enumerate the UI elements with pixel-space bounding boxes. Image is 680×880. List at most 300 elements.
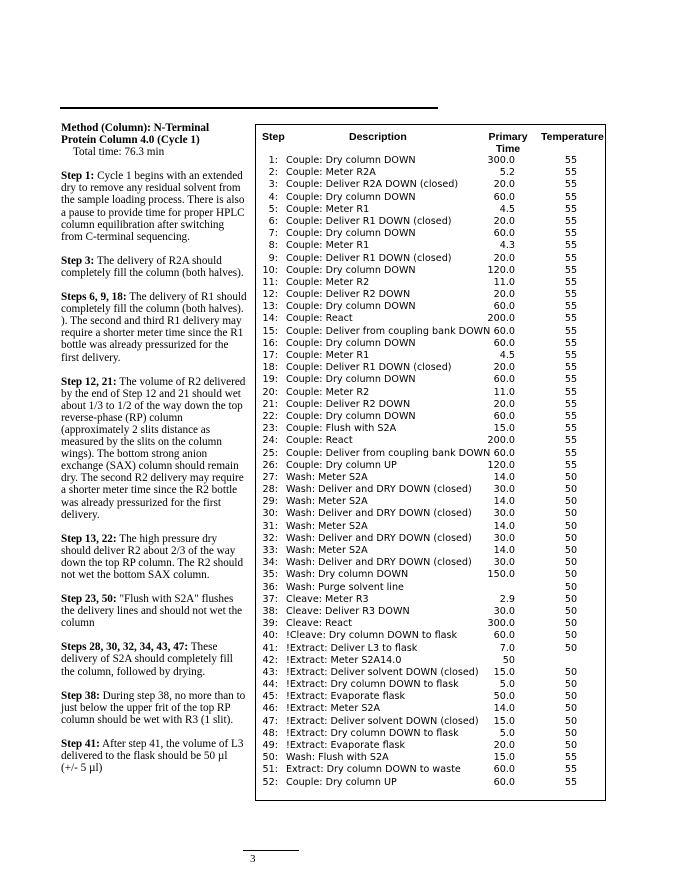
primary-time: 60.0 (493, 228, 515, 240)
step-number: 45: (262, 691, 278, 703)
method-title-line1: Method (Column): N-Terminal (61, 122, 210, 134)
table-row (256, 655, 607, 667)
table-row (256, 228, 607, 240)
step-number: 27: (262, 471, 278, 483)
step-description: Wash: Deliver and DRY DOWN (closed) (286, 484, 472, 496)
step-number: 11: (262, 276, 278, 288)
step-number: 51: (262, 764, 278, 776)
step-number: 9: (268, 252, 278, 264)
temperature: 50 (564, 727, 578, 739)
step-note (61, 593, 247, 629)
temperature: 55 (564, 167, 578, 179)
table-row (256, 399, 607, 411)
header-temperature: Temperature (541, 131, 604, 143)
primary-time: 20.0 (493, 398, 515, 410)
step-description: Couple: React (286, 313, 353, 325)
primary-time: 300.0 (487, 618, 515, 630)
primary-time: 11.0 (493, 386, 515, 398)
header-primary-time (488, 131, 528, 155)
primary-time: 120.0 (487, 459, 515, 471)
step-number: 22: (262, 410, 278, 422)
step-description: Couple: Dry column DOWN (286, 191, 416, 203)
step-number: 50: (262, 752, 278, 764)
step-number: 42: (262, 654, 278, 666)
table-row (256, 777, 607, 789)
step-description: Couple: Dry column DOWN (286, 410, 416, 422)
step-note-label: Steps 28, 30, 32, 34, 43, 47: (61, 641, 189, 654)
primary-time: 5.2 (499, 167, 515, 179)
step-description: Couple: Meter R2 (286, 386, 370, 398)
step-description: Cleave: React (286, 618, 353, 630)
temperature: 50 (564, 715, 578, 727)
temperature: 50 (564, 569, 578, 581)
primary-time: 15.0 (493, 666, 515, 678)
temperature: 50 (564, 691, 578, 703)
temperature: 55 (564, 764, 578, 776)
step-number: 43: (262, 666, 278, 678)
primary-time: 14.0 (493, 496, 515, 508)
method-notes (61, 122, 247, 786)
table-row (256, 716, 607, 728)
temperature: 55 (564, 459, 578, 471)
step-description: Couple: Dry column DOWN (286, 264, 416, 276)
primary-time: 120.0 (487, 264, 515, 276)
step-description: !Extract: Evaporate flask (286, 740, 406, 751)
step-note (61, 738, 247, 774)
method-title-line2: Protein Column 4.0 (Cycle 1) (61, 134, 200, 147)
table-row (256, 216, 607, 228)
header-time-line1: Primary (488, 131, 528, 143)
step-number: 3: (268, 179, 278, 191)
step-number: 35: (262, 569, 278, 581)
step-number: 18: (262, 362, 278, 374)
temperature: 50 (564, 642, 578, 654)
table-row (256, 448, 607, 460)
temperature: 55 (564, 240, 578, 252)
primary-time: 14.0 (493, 703, 515, 715)
step-description: Couple: Dry column DOWN (286, 337, 416, 349)
table-body (256, 155, 607, 789)
step-description: Couple: Deliver R1 DOWN (closed) (286, 215, 452, 227)
step-number: 40: (262, 630, 278, 642)
step-note-text: "Flush with S2A" flushes the delivery lines and should not wet the column (61, 593, 243, 630)
temperature: 50 (564, 630, 578, 642)
step-description: Couple: Dry column UP (286, 459, 397, 471)
step-description: Couple: React (286, 435, 353, 447)
header-time-line2: Time (495, 143, 521, 155)
primary-time: 50.0 (493, 691, 515, 703)
table-row (256, 557, 607, 569)
table-row (256, 374, 607, 386)
primary-time: 5.0 (499, 679, 515, 691)
primary-time: 20.0 (493, 179, 515, 191)
table-row (256, 496, 607, 508)
primary-time: 20.0 (493, 215, 515, 227)
primary-time: 4.3 (499, 240, 515, 252)
step-note (61, 533, 247, 581)
step-description: Wash: Purge solvent line (286, 581, 404, 593)
total-time: Total time: 76.3 min (73, 146, 165, 159)
table-row (256, 667, 607, 679)
table-row (256, 313, 607, 325)
temperature: 55 (564, 752, 578, 764)
step-note-text: After step 41, the volume of L3 delivered to the flask should be 50 µl (+/- 5 µl) (61, 737, 244, 775)
step-number: 34: (262, 557, 278, 569)
step-number: 5: (268, 203, 278, 215)
table-row (256, 350, 607, 362)
step-number: 15: (262, 325, 278, 337)
primary-time: 2.9 (499, 593, 515, 605)
step-note-label: Step 41: (61, 737, 100, 750)
primary-time: 60.0 (493, 410, 515, 422)
primary-time: 30.0 (493, 508, 515, 520)
primary-time: 15.0 (493, 423, 515, 435)
step-description: Couple: Meter R1 (286, 350, 370, 361)
table-row (256, 435, 607, 447)
temperature: 50 (564, 496, 578, 508)
step-note-label: Step 38: (61, 689, 100, 702)
table-row (256, 582, 607, 594)
step-number: 44: (262, 679, 278, 691)
step-number: 31: (262, 520, 278, 532)
step-description: Couple: Dry column DOWN (286, 374, 416, 386)
primary-time: 60.0 (493, 191, 515, 203)
step-note (61, 641, 247, 677)
primary-time: 200.0 (487, 435, 515, 447)
table-row (256, 752, 607, 764)
step-description: !Extract: Meter S2A14.0 (286, 654, 402, 666)
primary-time: 20.0 (493, 362, 515, 374)
temperature: 50 (564, 532, 578, 544)
step-description: Couple: Meter R1 (286, 240, 370, 252)
step-description: Couple: Dry column DOWN (286, 228, 416, 240)
primary-time: 20.0 (493, 740, 515, 751)
step-number: 47: (262, 715, 278, 727)
step-note-text: During step 38, no more than to just below the upper frit of the top RP column should be wet with R3 (1 slit). (61, 689, 246, 726)
primary-time: 15.0 (493, 752, 515, 764)
step-description: Couple: Deliver R2A DOWN (closed) (286, 179, 459, 191)
step-note-label: Step 13, 22: (61, 532, 117, 545)
primary-time: 60.0 (493, 337, 515, 349)
table-row (256, 326, 607, 338)
temperature: 50 (564, 484, 578, 496)
step-description: Wash: Deliver and DRY DOWN (closed) (286, 557, 472, 569)
step-number: 28: (262, 484, 278, 496)
step-number: 21: (262, 398, 278, 410)
step-note-text: The high pressure dry should deliver R2 about 2/3 of the way down the top RP column. The R2 should not wet the bottom SAX column. (61, 532, 244, 581)
page-number-rule (243, 850, 299, 851)
step-number: 12: (262, 289, 278, 301)
temperature: 55 (564, 228, 578, 240)
primary-time: 60.0 (493, 630, 515, 642)
primary-time: 150.0 (487, 569, 515, 581)
temperature: 50 (564, 740, 578, 751)
step-description: Couple: Dry column DOWN (286, 155, 416, 166)
primary-time: 60.0 (493, 374, 515, 386)
step-description: Wash: Deliver and DRY DOWN (closed) (286, 508, 472, 520)
table-row (256, 167, 607, 179)
top-rule (60, 107, 438, 109)
table-row (256, 411, 607, 423)
step-note (61, 255, 247, 279)
step-note-text: These delivery of S2A should completely fill the column, followed by drying. (61, 641, 233, 678)
table-row (256, 192, 607, 204)
table-row (256, 253, 607, 265)
primary-time: 20.0 (493, 252, 515, 264)
temperature: 55 (564, 264, 578, 276)
step-description: Wash: Dry column DOWN (286, 569, 409, 581)
step-description: Couple: Meter R2A (286, 167, 376, 179)
step-number: 16: (262, 337, 278, 349)
temperature: 55 (564, 386, 578, 398)
table-row (256, 533, 607, 545)
temperature: 55 (564, 215, 578, 227)
step-description: Wash: Meter S2A (286, 471, 368, 483)
temperature: 50 (564, 618, 578, 630)
table-row (256, 618, 607, 630)
step-number: 24: (262, 435, 278, 447)
table-row (256, 460, 607, 472)
table-row (256, 764, 607, 776)
step-description: Couple: Meter R2 (286, 276, 370, 288)
primary-time: 14.0 (493, 545, 515, 556)
temperature: 55 (564, 337, 578, 349)
primary-time: 60.0 (493, 776, 515, 788)
temperature: 55 (564, 301, 578, 313)
step-number: 4: (268, 191, 278, 203)
table-row (256, 155, 607, 167)
temperature: 55 (564, 203, 578, 215)
step-description: Cleave: Deliver R3 DOWN (286, 605, 410, 617)
step-number: 36: (262, 581, 278, 593)
page-number: 3 (250, 853, 256, 865)
step-description: !Extract: Deliver solvent DOWN (closed) (286, 715, 479, 727)
method-table (255, 124, 606, 801)
temperature: 50 (564, 605, 578, 617)
table-row (256, 265, 607, 277)
step-note-label: Steps 6, 9, 18: (61, 291, 127, 304)
table-row (256, 740, 607, 752)
table-row (256, 289, 607, 301)
step-note-label: Step 23, 50: (61, 593, 117, 606)
step-description: Couple: Meter R1 (286, 203, 370, 215)
step-description: Couple: Deliver R2 DOWN (286, 289, 411, 301)
step-note-label: Step 3: (61, 254, 95, 267)
step-description: Couple: Deliver from coupling bank DOWN (286, 447, 491, 459)
header-description: Description (349, 131, 407, 143)
step-description: Couple: Dry column DOWN (286, 301, 416, 313)
step-number: 19: (262, 374, 278, 386)
step-description: Couple: Deliver R2 DOWN (286, 398, 411, 410)
step-number: 33: (262, 545, 278, 556)
table-row (256, 630, 607, 642)
primary-time: 5.0 (499, 727, 515, 739)
temperature: 55 (564, 252, 578, 264)
table-row (256, 362, 607, 374)
table-row (256, 472, 607, 484)
header-step: Step (262, 131, 285, 143)
table-row (256, 484, 607, 496)
step-number: 29: (262, 496, 278, 508)
temperature: 55 (564, 374, 578, 386)
temperature: 55 (564, 435, 578, 447)
step-description: Wash: Meter S2A (286, 520, 368, 532)
step-number: 48: (262, 727, 278, 739)
step-number: 52: (262, 776, 278, 788)
temperature: 50 (564, 545, 578, 556)
temperature: 55 (564, 398, 578, 410)
temperature: 55 (564, 313, 578, 325)
step-notes (61, 170, 247, 774)
step-description: Wash: Flush with S2A (286, 752, 389, 764)
step-description: !Extract: Meter S2A (286, 703, 381, 715)
step-description: Extract: Dry column DOWN to waste (286, 764, 461, 776)
step-number: 46: (262, 703, 278, 715)
temperature: 50 (564, 703, 578, 715)
primary-time: 50 (502, 654, 515, 666)
step-description: !Cleave: Dry column DOWN to flask (286, 630, 458, 642)
temperature: 55 (564, 423, 578, 435)
temperature: 50 (564, 679, 578, 691)
temperature: 55 (564, 776, 578, 788)
primary-time: 11.0 (493, 276, 515, 288)
primary-time: 60.0 (493, 301, 515, 313)
temperature: 55 (564, 191, 578, 203)
step-description: Wash: Meter S2A (286, 545, 368, 556)
primary-time: 30.0 (493, 484, 515, 496)
step-number: 6: (268, 215, 278, 227)
primary-time: 60.0 (493, 447, 515, 459)
table-row (256, 521, 607, 533)
table-row (256, 606, 607, 618)
primary-time: 200.0 (487, 313, 515, 325)
step-number: 37: (262, 593, 278, 605)
step-note-text: The delivery of R1 should completely fill the column (both halves). ). The second and third R1 delivery may require a shorter meter time since the R1 bottle was already pressurized for the first delivery. (61, 291, 247, 364)
temperature: 50 (564, 593, 578, 605)
table-row (256, 569, 607, 581)
table-row (256, 179, 607, 191)
step-number: 7: (268, 228, 278, 240)
table-row (256, 387, 607, 399)
temperature: 55 (564, 155, 578, 166)
temperature: 55 (564, 289, 578, 301)
primary-time: 30.0 (493, 532, 515, 544)
step-description: Wash: Deliver and DRY DOWN (closed) (286, 532, 472, 544)
step-description: Couple: Dry column UP (286, 776, 397, 788)
step-number: 13: (262, 301, 278, 313)
step-note (61, 170, 247, 243)
table-row (256, 423, 607, 435)
temperature: 50 (564, 666, 578, 678)
step-description: !Extract: Dry column DOWN to flask (286, 679, 459, 691)
step-note-label: Step 12, 21: (61, 375, 117, 388)
step-note-text: The volume of R2 delivered by the end of Step 12 and 21 should wet about 1/3 to 1/2 of the way down the top reverse-phase (RP) column (approximately 2 slits distance as measured by the slits on the column wings). The bottom strong anion exchange (SAX) column should remain dry. The second R2 delivery may require a shorter meter time since the R2 bottle was already pressurized for the first delivery. (61, 375, 246, 521)
step-number: 32: (262, 532, 278, 544)
table-row (256, 508, 607, 520)
step-description: !Extract: Deliver solvent DOWN (closed) (286, 666, 479, 678)
step-number: 10: (262, 264, 278, 276)
step-description: Couple: Deliver R1 DOWN (closed) (286, 252, 452, 264)
temperature: 55 (564, 447, 578, 459)
table-row (256, 679, 607, 691)
temperature: 55 (564, 325, 578, 337)
temperature: 50 (564, 508, 578, 520)
primary-time: 14.0 (493, 471, 515, 483)
table-row (256, 545, 607, 557)
step-description: !Extract: Evaporate flask (286, 691, 406, 703)
step-number: 17: (262, 350, 278, 361)
step-description: Couple: Flush with S2A (286, 423, 397, 435)
temperature: 55 (564, 410, 578, 422)
step-number: 14: (262, 313, 278, 325)
temperature: 50 (564, 520, 578, 532)
step-number: 1: (268, 155, 278, 166)
table-row (256, 643, 607, 655)
primary-time: 7.0 (499, 642, 515, 654)
step-number: 39: (262, 618, 278, 630)
primary-time: 4.5 (499, 203, 515, 215)
table-row (256, 240, 607, 252)
primary-time: 60.0 (493, 325, 515, 337)
step-number: 20: (262, 386, 278, 398)
temperature: 50 (564, 557, 578, 569)
step-number: 26: (262, 459, 278, 471)
step-number: 41: (262, 642, 278, 654)
primary-time: 300.0 (487, 155, 515, 166)
primary-time: 15.0 (493, 715, 515, 727)
primary-time: 30.0 (493, 605, 515, 617)
temperature: 55 (564, 362, 578, 374)
step-number: 49: (262, 740, 278, 751)
temperature: 55 (564, 179, 578, 191)
temperature: 55 (564, 350, 578, 361)
table-row (256, 301, 607, 313)
temperature: 55 (564, 276, 578, 288)
step-number: 23: (262, 423, 278, 435)
table-row (256, 338, 607, 350)
step-number: 2: (268, 167, 278, 179)
step-note-text: Cycle 1 begins with an extended dry to remove any residual solvent from the sample loading process. There is also a pause to provide time for proper HPLC column equilibration after switching from C-terminal sequencing. (61, 170, 245, 243)
step-number: 30: (262, 508, 278, 520)
table-row (256, 594, 607, 606)
step-number: 25: (262, 447, 278, 459)
step-note-text: The delivery of R2A should completely fill the column (both halves). (61, 254, 244, 279)
step-description: Couple: Deliver R1 DOWN (closed) (286, 362, 452, 374)
step-description: Wash: Meter S2A (286, 496, 368, 508)
table-row (256, 691, 607, 703)
step-note-label: Step 1: (61, 170, 95, 183)
temperature: 50 (564, 581, 578, 593)
primary-time: 60.0 (493, 764, 515, 776)
step-description: !Extract: Deliver L3 to flask (286, 642, 418, 654)
primary-time: 30.0 (493, 557, 515, 569)
primary-time: 4.5 (499, 350, 515, 361)
primary-time: 20.0 (493, 289, 515, 301)
step-note (61, 690, 247, 726)
step-description: Couple: Deliver from coupling bank DOWN (286, 325, 491, 337)
primary-time: 14.0 (493, 520, 515, 532)
step-note (61, 291, 247, 364)
step-description: !Extract: Dry column DOWN to flask (286, 727, 459, 739)
step-description: Cleave: Meter R3 (286, 593, 369, 605)
temperature: 50 (564, 471, 578, 483)
table-row (256, 728, 607, 740)
table-row (256, 204, 607, 216)
step-number: 8: (268, 240, 278, 252)
table-row (256, 703, 607, 715)
step-note (61, 376, 247, 521)
step-number: 38: (262, 605, 278, 617)
